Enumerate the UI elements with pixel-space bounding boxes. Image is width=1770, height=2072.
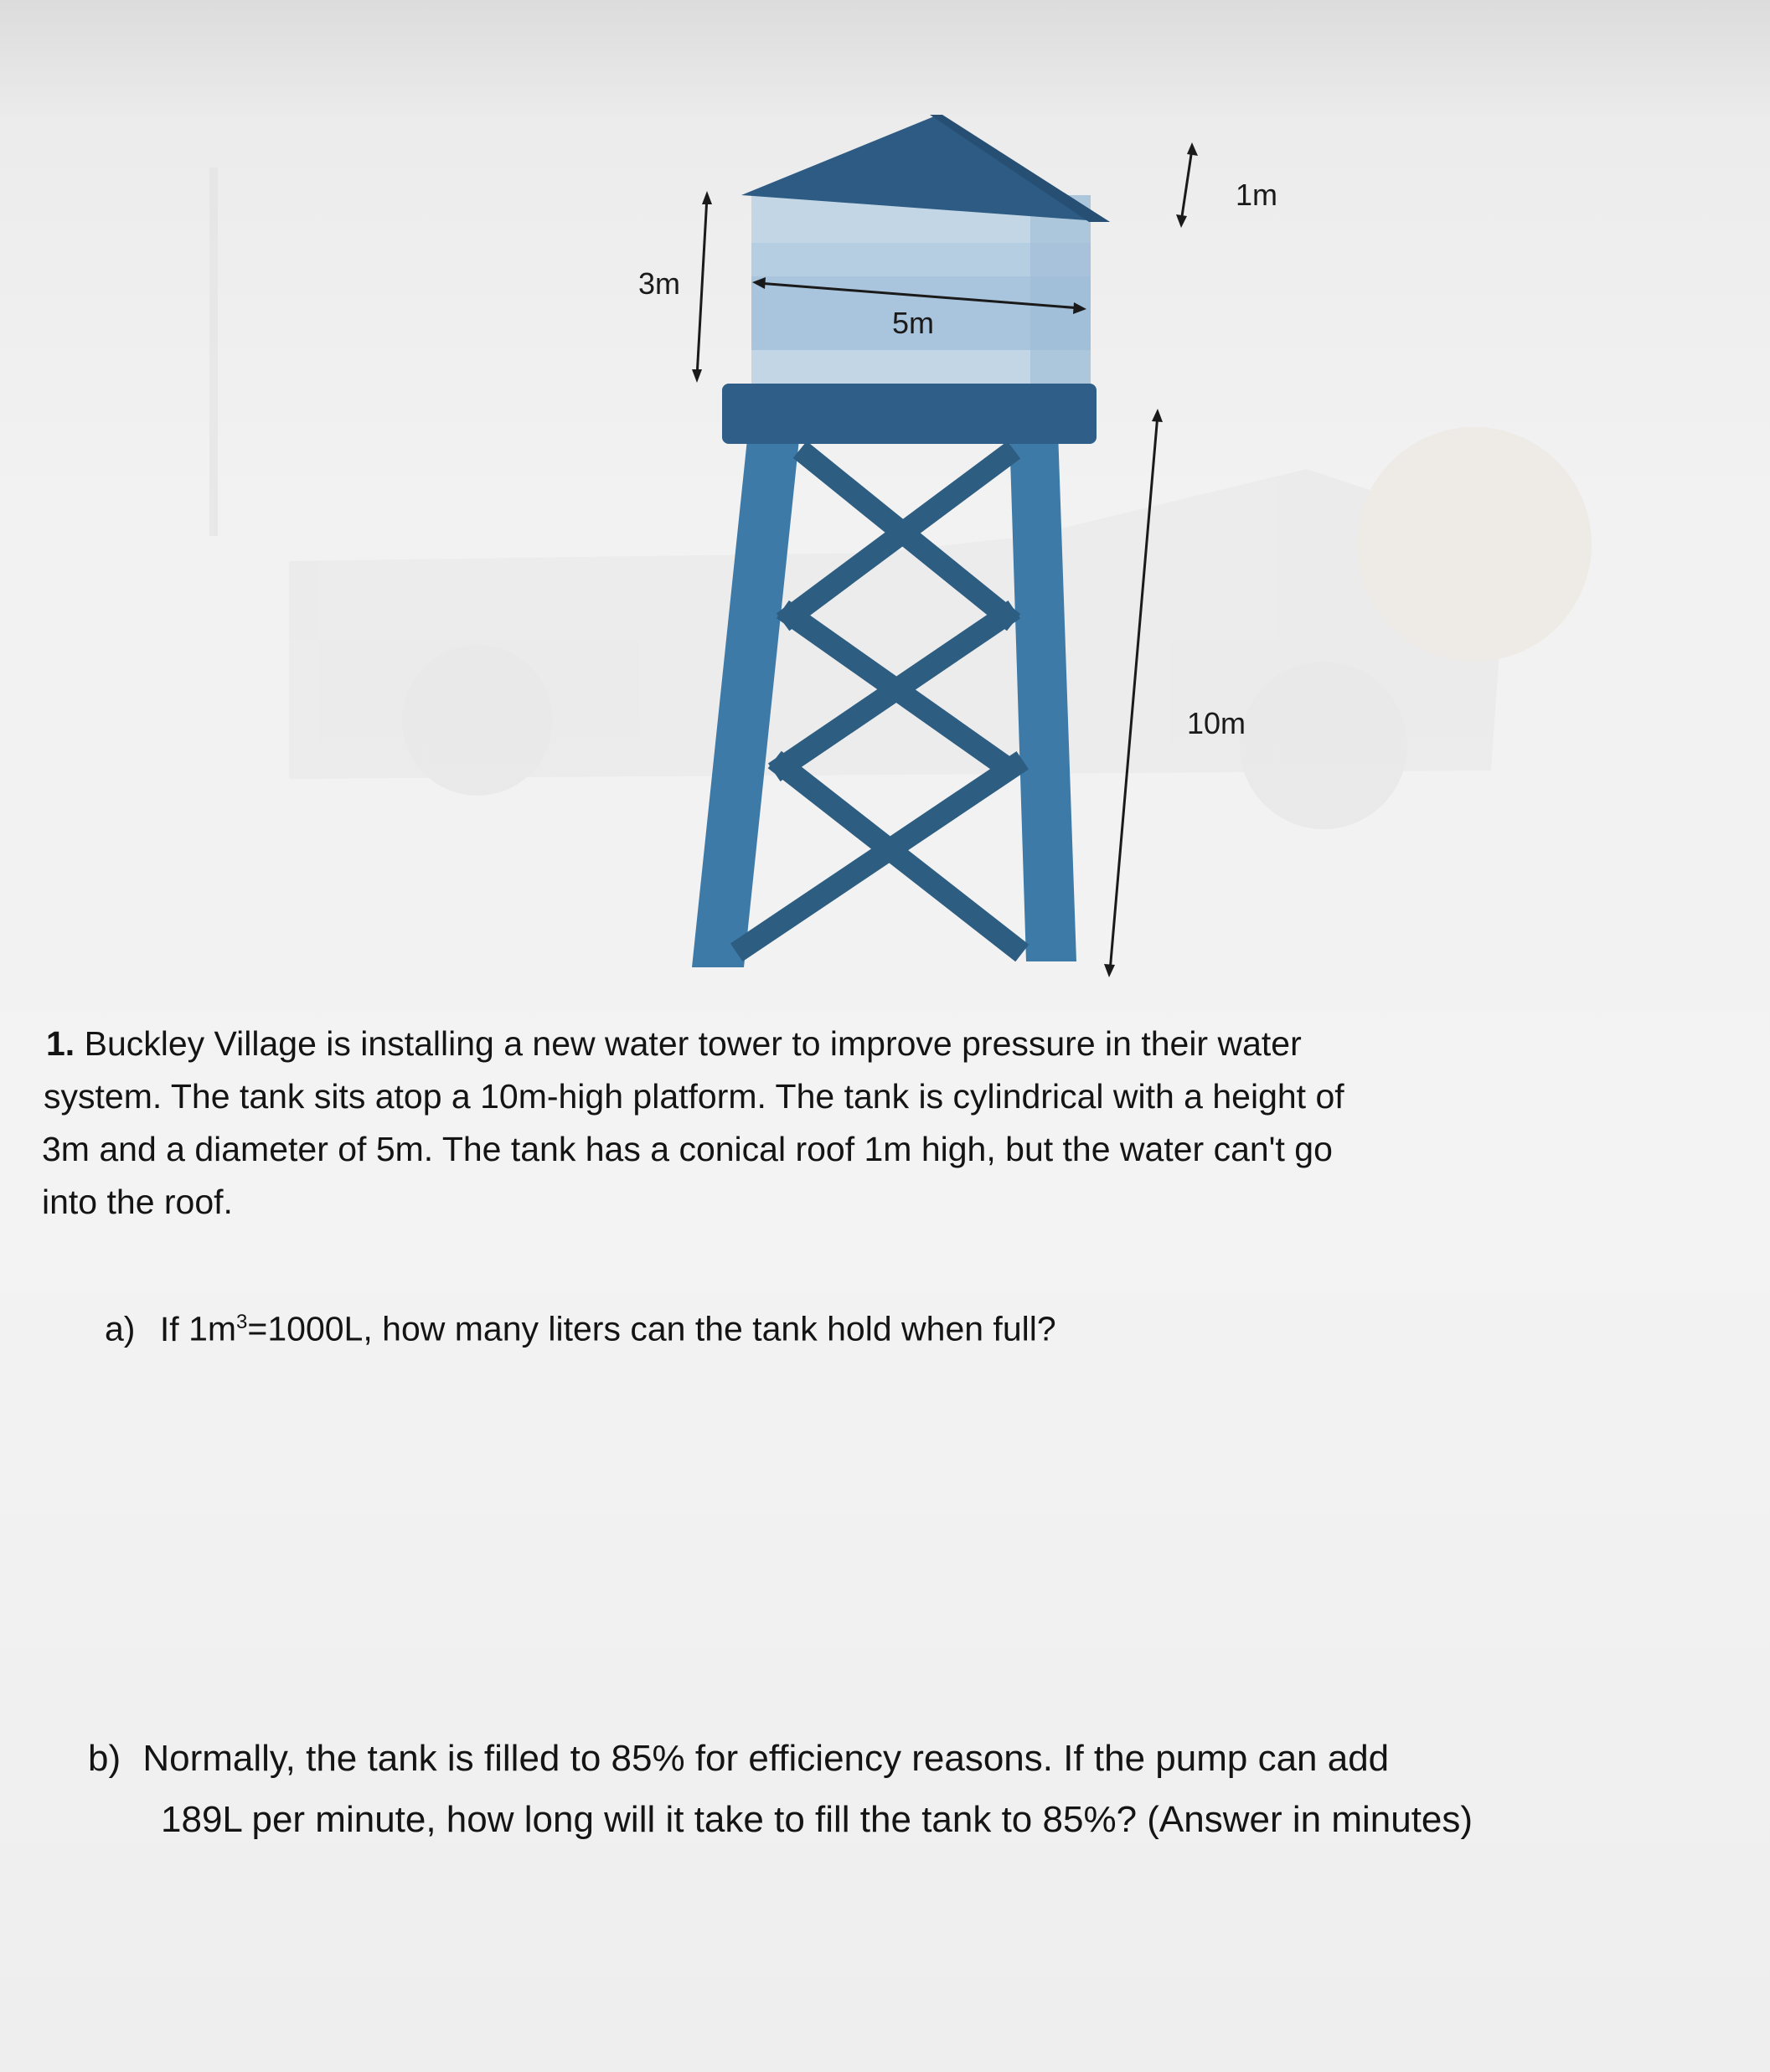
question-line-3: 3m and a diameter of 5m. The tank has a conical roof 1m high, but the water can't go bbox=[42, 1130, 1333, 1168]
part-a-question: =1000L, how many liters can the tank hold when full? bbox=[247, 1309, 1056, 1348]
part-b-line-1 bbox=[88, 1738, 1389, 1780]
tank-diameter-label: 5m bbox=[892, 306, 935, 340]
part-a-label: a) bbox=[105, 1309, 136, 1348]
water-tower-diagram bbox=[0, 0, 1770, 988]
question-text-line: Buckley Village is installing a new water tower to improve pressure in their water bbox=[84, 1024, 1302, 1063]
part-a bbox=[105, 1298, 1056, 1353]
question-line-1 bbox=[46, 1019, 1302, 1068]
roof-height-label: 1m bbox=[1236, 178, 1278, 212]
part-a-if: If bbox=[159, 1309, 179, 1348]
question-number: 1. bbox=[46, 1024, 75, 1063]
water-tower-svg bbox=[0, 0, 1770, 988]
right-leg bbox=[1009, 431, 1076, 961]
part-b-label: b) bbox=[88, 1738, 121, 1779]
question-line-2: system. The tank sits atop a 10m-high platform. The tank is cylindrical with a height of bbox=[44, 1077, 1344, 1116]
tank-height-label: 3m bbox=[638, 266, 681, 301]
part-a-exponent: 3 bbox=[236, 1311, 248, 1333]
part-b-line-2: 189L per minute, how long will it take to fill the tank to 85%? (Answer in minutes) bbox=[161, 1799, 1473, 1840]
part-b-text-1: Normally, the tank is filled to 85% for efficiency reasons. If the pump can add bbox=[142, 1738, 1390, 1779]
question-line-4: into the roof. bbox=[42, 1183, 233, 1221]
part-a-unit: 1m bbox=[188, 1309, 237, 1348]
platform bbox=[722, 384, 1097, 444]
platform-height-label: 10m bbox=[1187, 706, 1246, 740]
